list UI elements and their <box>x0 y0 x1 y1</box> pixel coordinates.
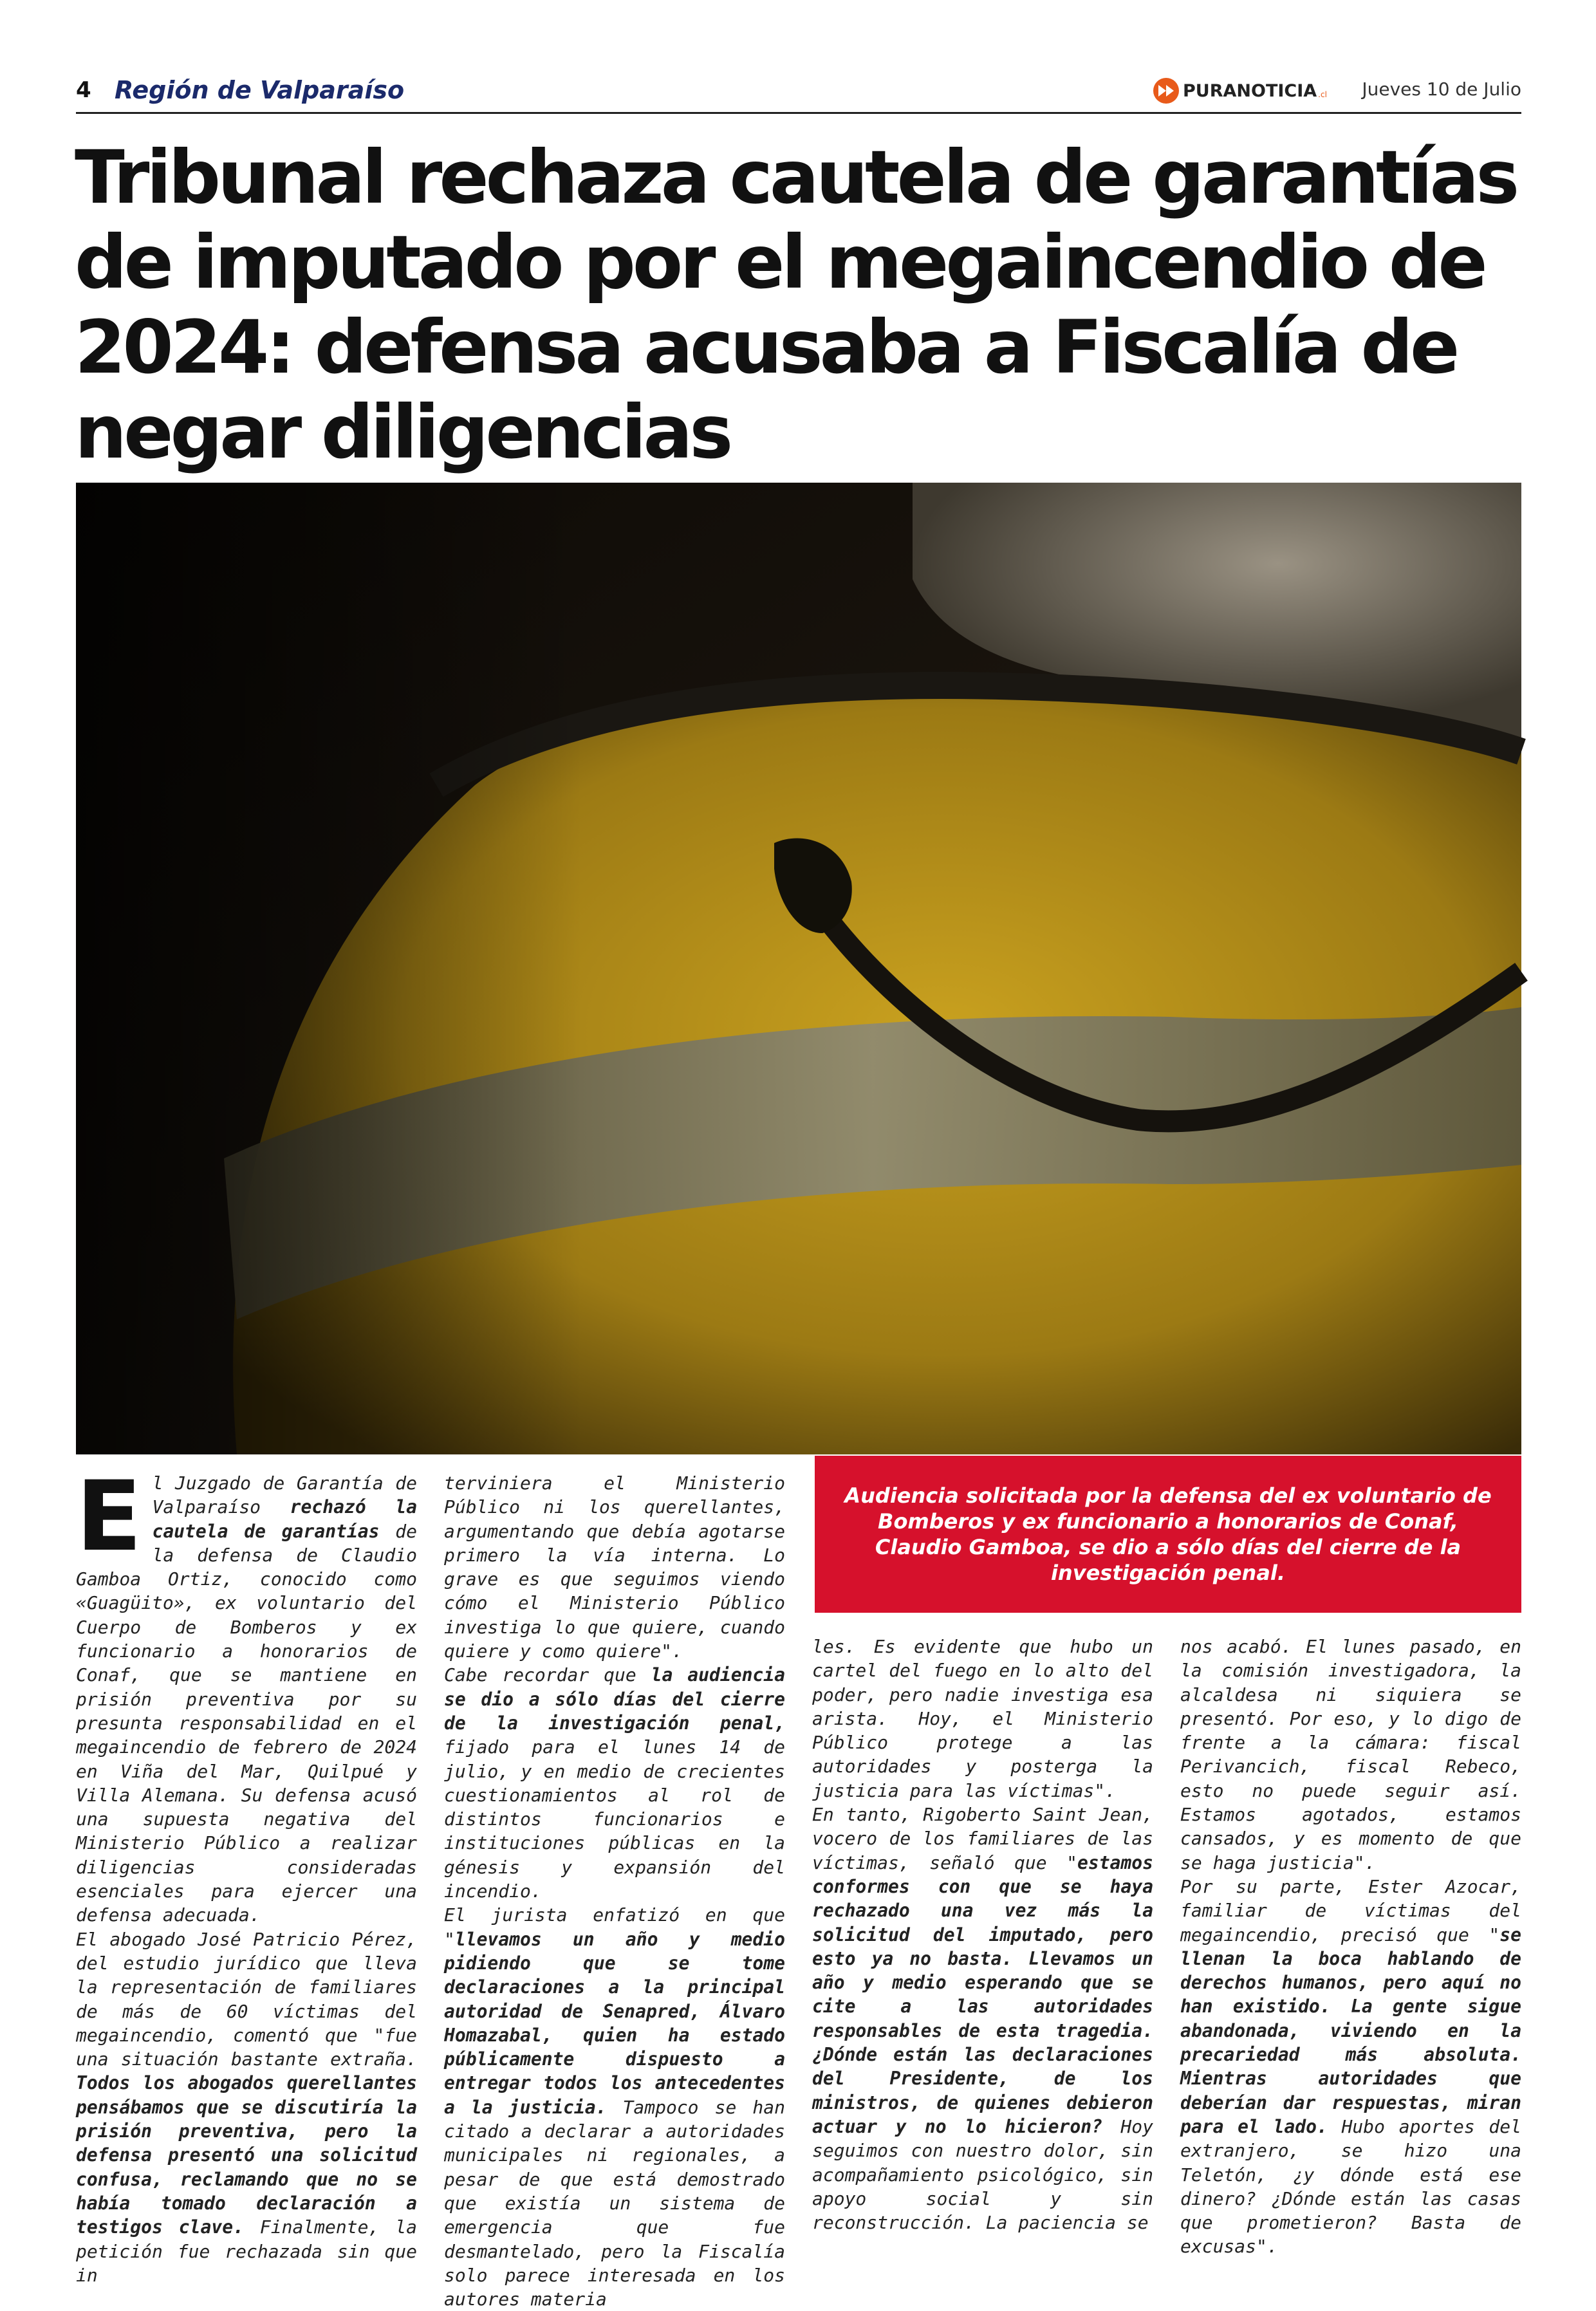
text-run-bold: se llenan la boca hablando de derechos humanos, pero aquí no han existido. La gente sigue abandonada, viviendo en la precariedad más absoluta. Mientras autoridades que deberían dar respuestas, miran para el lado. <box>1180 1924 1521 2137</box>
text-run: Tampoco se han citado a declarar a autoridades municipales ni regionales, a pesar de que está demostrado que existía un sistema de emergencia que fue desmantelado, pero la Fiscalía solo parece interesada en los autores materia <box>444 2096 785 2310</box>
drop-cap: E <box>76 1461 142 1573</box>
text-run: En tanto, Rigoberto Saint Jean, vocero de los familiares de las víctimas, señaló que " <box>812 1804 1153 1873</box>
photo-firefighter-vest <box>76 483 1521 1454</box>
text-run: terviniera el Ministerio Público ni los querellantes, argumentando que debía agotarse primero la vía interna. Lo grave es que seguimos viendo cómo el Ministerio Público investiga lo que quiere, cuando quiere y como quiere". <box>444 1472 785 1662</box>
paragraph <box>444 1663 785 1903</box>
text-run-bold: rechazó la cautela de garantías <box>152 1496 418 1542</box>
lead-paragraph <box>76 1461 418 1927</box>
play-arrows-icon <box>1153 78 1179 104</box>
callout-text: Audiencia solicitada por la defensa del ex voluntario de Bomberos y ex funcionario a honorarios de Conaf, Claudio Gamboa, se dio a sólo días del cierre de la investigación penal. <box>844 1483 1492 1585</box>
text-run: Hoy seguimos con nuestro dolor, sin acompañamiento psicológico, sin apoyo social y sin reconstrucción. La paciencia se <box>812 2115 1153 2234</box>
body-column-1 <box>76 1461 418 2286</box>
paragraph <box>76 1927 417 2287</box>
text-run: El jurista enfatizó en que " <box>444 1904 785 1950</box>
text-run: fijado para el lunes 14 de julio, y en medio de crecientes cuestionamientos al rol de distintos funcionarios e instituciones públicas en la génesis y expansión del incendio. <box>444 1736 785 1902</box>
text-run-bold: llevamos un año y medio pidiendo que se tome declaraciones a la principal autoridad de Senapred, Álvaro Homazabal, quien ha estado públicamente dispuesto a entregar todos los antecedentes a la justicia. <box>444 1928 785 2118</box>
issue-date: Jueves 10 de Julio <box>1362 79 1521 100</box>
body-column-3 <box>812 1635 1153 2234</box>
text-run: l Juzgado de Garantía de Valparaíso <box>152 1472 417 1518</box>
callout-box <box>815 1456 1521 1613</box>
text-run: de la defensa de Claudio Gamboa Ortiz, conocido como «Guagüito», ex voluntario del Cuerpo de Bomberos y ex funcionario a honorarios de Conaf, que se mantiene en prisión preventiva por su presunta responsabilidad en el megaincendio de febrero de 2024 en Viña del Mar, Quilpué y Villa Alemana. Su defensa acusó una supuesta negativa del Ministerio Público a realizar diligencias consideradas esenciales para ejercer una defensa adecuada. <box>76 1520 417 1926</box>
brand-logo <box>1153 76 1327 106</box>
text-run-bold: estamos conformes con que se haya rechazado una vez más la solicitud del imputado, pero esto ya no basta. Llevamos un año y medio esperando que se cite a las autoridades responsables de esta tragedia. ¿Dónde están las declaraciones del Presidente, de los ministros, de quienes debieron actuar y no lo hicieron? <box>812 1852 1153 2137</box>
article-headline: Tribunal rechaza cautela de garantías de imputado por el megaincendio de 2024: defensa acusaba a Fiscalía de negar diligencias <box>75 135 1517 475</box>
body-column-4 <box>1180 1635 1521 2258</box>
text-run: les. Es evidente que hubo un cartel del fuego en lo alto del poder, pero nadie investiga esa arista. Hoy, el Ministerio Público protege a las autoridades y posterga la justicia para las víctimas". <box>812 1636 1153 1801</box>
paragraph <box>812 1635 1153 1803</box>
paragraph <box>812 1803 1153 2234</box>
body-column-2 <box>444 1471 785 2310</box>
brand-suffix: .cl <box>1318 90 1327 99</box>
paragraph <box>444 1903 785 2311</box>
brand-name: PURANOTICIA <box>1183 80 1317 101</box>
paragraph <box>1180 1875 1521 2259</box>
text-run: Cabe recordar que <box>444 1664 651 1686</box>
text-run-bold: la audiencia se dio a sólo días del cierre de la investigación penal, <box>444 1664 785 1734</box>
page-number: 4 <box>76 77 91 103</box>
text-run: Finalmente, la petición fue rechazada sin que in <box>76 2216 417 2286</box>
paragraph <box>1180 1635 1521 1875</box>
text-run: El abogado José Patricio Pérez, del estudio jurídico que lleva la representación de familiares de más de 60 víctimas del megaincendio, comentó que "fue una situación bastante extraña. <box>76 1928 417 2070</box>
text-run-bold: Todos los abogados querellantes pensábamos que se discutiría la prisión preventiva, pero la defensa presentó una solicitud confusa, reclamando que no se había tomado declaración a testigos clave. <box>76 2072 417 2238</box>
paragraph <box>444 1471 785 1663</box>
text-run: Hubo aportes del extranjero, se hizo una Teletón, ¿y dónde está ese dinero? ¿Dónde están las casas que prometieron? Basta de excusas". <box>1180 2115 1521 2258</box>
section-title: Región de Valparaíso <box>115 76 405 104</box>
text-run: Por su parte, Ester Azocar, familiar de víctimas del megaincendio, precisó que " <box>1180 1875 1521 1945</box>
text-run: nos acabó. El lunes pasado, en la comisión investigadora, la alcaldesa ni siquiera se presentó. Por eso, y lo digo de frente a la cámara: fiscal Perivancich, fiscal Rebeco, esto no puede seguir así. Estamos agotados, estamos cansados, y es momento de que se haga justicia". <box>1180 1636 1521 1873</box>
page-header <box>76 72 1521 114</box>
